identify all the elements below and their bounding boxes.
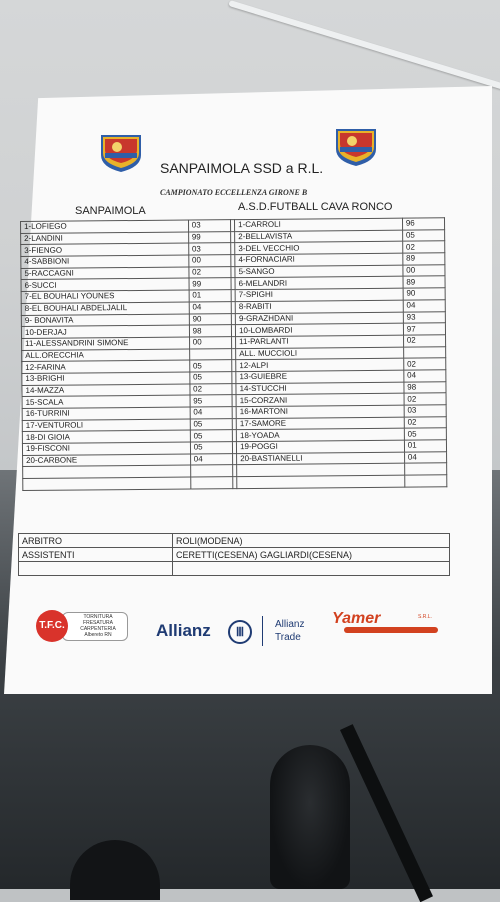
home-player-year: 04 bbox=[189, 301, 231, 313]
home-player-year: 03 bbox=[188, 220, 230, 232]
home-player: 7-EL BOUHALI YOUNES bbox=[21, 290, 189, 303]
referee-label: ARBITRO bbox=[19, 534, 173, 548]
home-player: 20-CARBONE bbox=[23, 454, 191, 467]
away-player-year: 04 bbox=[403, 300, 445, 312]
home-player-year: 05 bbox=[189, 360, 231, 372]
away-player: 8-RABITI bbox=[235, 300, 403, 313]
away-player: ALL. MUCCIOLI bbox=[236, 347, 404, 360]
home-player: 17-VENTUROLI bbox=[22, 419, 190, 432]
home-player-year: 98 bbox=[189, 325, 231, 337]
away-player: 10-LOMBARDI bbox=[236, 323, 404, 336]
away-player: 4-FORNACIARI bbox=[235, 253, 403, 266]
away-player bbox=[237, 475, 405, 488]
home-player-year bbox=[189, 348, 231, 360]
home-player: 4-SABBIONI bbox=[21, 255, 189, 268]
home-player: 10-DERJAJ bbox=[21, 325, 189, 338]
referee-name: ROLI(MODENA) bbox=[173, 534, 450, 548]
home-player-year: 03 bbox=[188, 243, 230, 255]
away-player-year: 03 bbox=[404, 405, 446, 417]
away-player-year: 04 bbox=[404, 370, 446, 382]
away-player: 9-GRAZHDANI bbox=[235, 312, 403, 325]
away-player-year: 00 bbox=[403, 265, 445, 277]
tfc-text-box bbox=[62, 612, 128, 641]
away-player-year: 01 bbox=[404, 440, 446, 452]
away-player-year: 98 bbox=[404, 381, 446, 393]
away-player-year: 97 bbox=[403, 323, 445, 335]
home-player-year: 05 bbox=[190, 442, 232, 454]
home-player: ALL.ORECCHIA bbox=[22, 349, 190, 362]
officials-blank-row bbox=[19, 562, 450, 576]
away-player: 12-ALPI bbox=[236, 358, 404, 371]
away-player-year: 02 bbox=[404, 416, 446, 428]
home-player: 18-DI GIOIA bbox=[22, 430, 190, 443]
home-player: 8-EL BOUHALI ABDELJALIL bbox=[21, 302, 189, 315]
away-player-year: 02 bbox=[403, 358, 445, 370]
home-player: 12-FARINA bbox=[22, 360, 190, 373]
home-player: 1-LOFIEGO bbox=[21, 220, 189, 233]
away-team-name: A.S.D.FUTBALL CAVA RONCO bbox=[238, 201, 393, 213]
away-player-year: 04 bbox=[404, 452, 446, 464]
home-player-year bbox=[190, 477, 232, 489]
home-player-year: 99 bbox=[188, 231, 230, 243]
officials-table bbox=[18, 533, 450, 576]
away-player-year: 02 bbox=[404, 393, 446, 405]
tfc-logo bbox=[36, 610, 128, 642]
allianz-trade-text bbox=[275, 618, 304, 644]
home-player-year: 02 bbox=[189, 266, 231, 278]
away-player-year: 89 bbox=[403, 276, 445, 288]
away-player-year: 05 bbox=[404, 428, 446, 440]
away-player-year bbox=[404, 463, 446, 475]
crest-right-icon bbox=[334, 127, 378, 167]
assistants-row bbox=[19, 548, 450, 562]
home-player-year: 95 bbox=[190, 395, 232, 407]
tfc-badge: T.F.C. bbox=[36, 610, 68, 642]
home-player-year: 04 bbox=[190, 453, 232, 465]
allianz-trade-line1: Allianz bbox=[275, 619, 305, 630]
home-player: 5-RACCAGNI bbox=[21, 267, 189, 280]
tfc-services: TORNITURA FRESATURA CARPENTERIA bbox=[80, 614, 116, 632]
away-player: 18-YOADA bbox=[236, 429, 404, 442]
home-player-year: 04 bbox=[190, 407, 232, 419]
roster-table bbox=[20, 217, 447, 491]
league-name: CAMPIONATO ECCELLENZA GIRONE B bbox=[160, 188, 308, 197]
away-player: 19-POGGI bbox=[237, 440, 405, 453]
home-player: 15-SCALA bbox=[22, 395, 190, 408]
home-player-year: 00 bbox=[188, 255, 230, 267]
allianz-divider bbox=[262, 616, 263, 646]
away-player-year: 89 bbox=[403, 253, 445, 265]
away-player-year: 02 bbox=[402, 241, 444, 253]
home-player: 9- BONAVITA bbox=[21, 314, 189, 327]
home-player bbox=[23, 477, 191, 490]
allianz-logo-text: Allianz bbox=[156, 621, 211, 640]
away-player-year bbox=[405, 475, 447, 487]
home-player: 14-MAZZA bbox=[22, 384, 190, 397]
away-player: 11-PARLANTI bbox=[236, 335, 404, 348]
referee-row bbox=[19, 534, 450, 548]
home-player-year: 02 bbox=[190, 383, 232, 395]
away-player: 17-SAMORE bbox=[236, 417, 404, 430]
away-player: 7-SPIGHI bbox=[235, 288, 403, 301]
home-player-year: 99 bbox=[189, 278, 231, 290]
away-player-year: 90 bbox=[403, 288, 445, 300]
home-player-year: 05 bbox=[190, 372, 232, 384]
home-player: 19-FISCONI bbox=[22, 442, 190, 455]
away-player-year: 96 bbox=[402, 218, 444, 230]
away-player-year: 93 bbox=[403, 311, 445, 323]
home-player: 11-ALESSANDRINI SIMONE bbox=[22, 337, 190, 350]
tfc-location: Albereto RN bbox=[84, 632, 112, 638]
assistants-names: CERETTI(CESENA) GAGLIARDI(CESENA) bbox=[173, 548, 450, 562]
yamer-suffix: S.R.L. bbox=[418, 614, 432, 620]
away-player: 16-MARTONI bbox=[236, 405, 404, 418]
away-player-year bbox=[403, 346, 445, 358]
home-player: 13-BRIGHI bbox=[22, 372, 190, 385]
home-player-year: 05 bbox=[190, 430, 232, 442]
away-player: 3-DEL VECCHIO bbox=[235, 242, 403, 255]
allianz-trade-line2: Trade bbox=[275, 632, 301, 643]
away-player: 6-MELANDRI bbox=[235, 277, 403, 290]
home-player-year: 05 bbox=[190, 418, 232, 430]
away-player: 13-GUIEBRE bbox=[236, 370, 404, 383]
away-player: 1-CARROLI bbox=[235, 218, 403, 231]
away-player: 2-BELLAVISTA bbox=[235, 230, 403, 243]
home-player: 2-LANDINI bbox=[21, 232, 189, 245]
home-team-name: SANPAIMOLA bbox=[75, 205, 146, 217]
shoe bbox=[270, 745, 350, 889]
home-player: 3-FIENGO bbox=[21, 243, 189, 256]
away-player-year: 02 bbox=[403, 335, 445, 347]
home-player-year: 00 bbox=[189, 337, 231, 349]
away-player: 20-BASTIANELLI bbox=[237, 452, 405, 465]
home-player-year bbox=[190, 465, 232, 477]
away-player-year: 05 bbox=[402, 229, 444, 241]
yamer-logo-text: Yamer bbox=[332, 610, 381, 627]
away-player: 5-SANGO bbox=[235, 265, 403, 278]
home-player: 6-SUCCI bbox=[21, 278, 189, 291]
club-title: SANPAIMOLA SSD a R.L. bbox=[160, 160, 324, 176]
assistants-label: ASSISTENTI bbox=[19, 548, 173, 562]
away-player: 15-CORZANI bbox=[236, 393, 404, 406]
home-player-year: 90 bbox=[189, 313, 231, 325]
crest-left-icon bbox=[99, 133, 143, 173]
home-player-year: 01 bbox=[189, 290, 231, 302]
allianz-eagle-icon: Ⅲ bbox=[228, 620, 252, 644]
away-player: 14-STUCCHI bbox=[236, 382, 404, 395]
home-player: 16-TURRINI bbox=[22, 407, 190, 420]
